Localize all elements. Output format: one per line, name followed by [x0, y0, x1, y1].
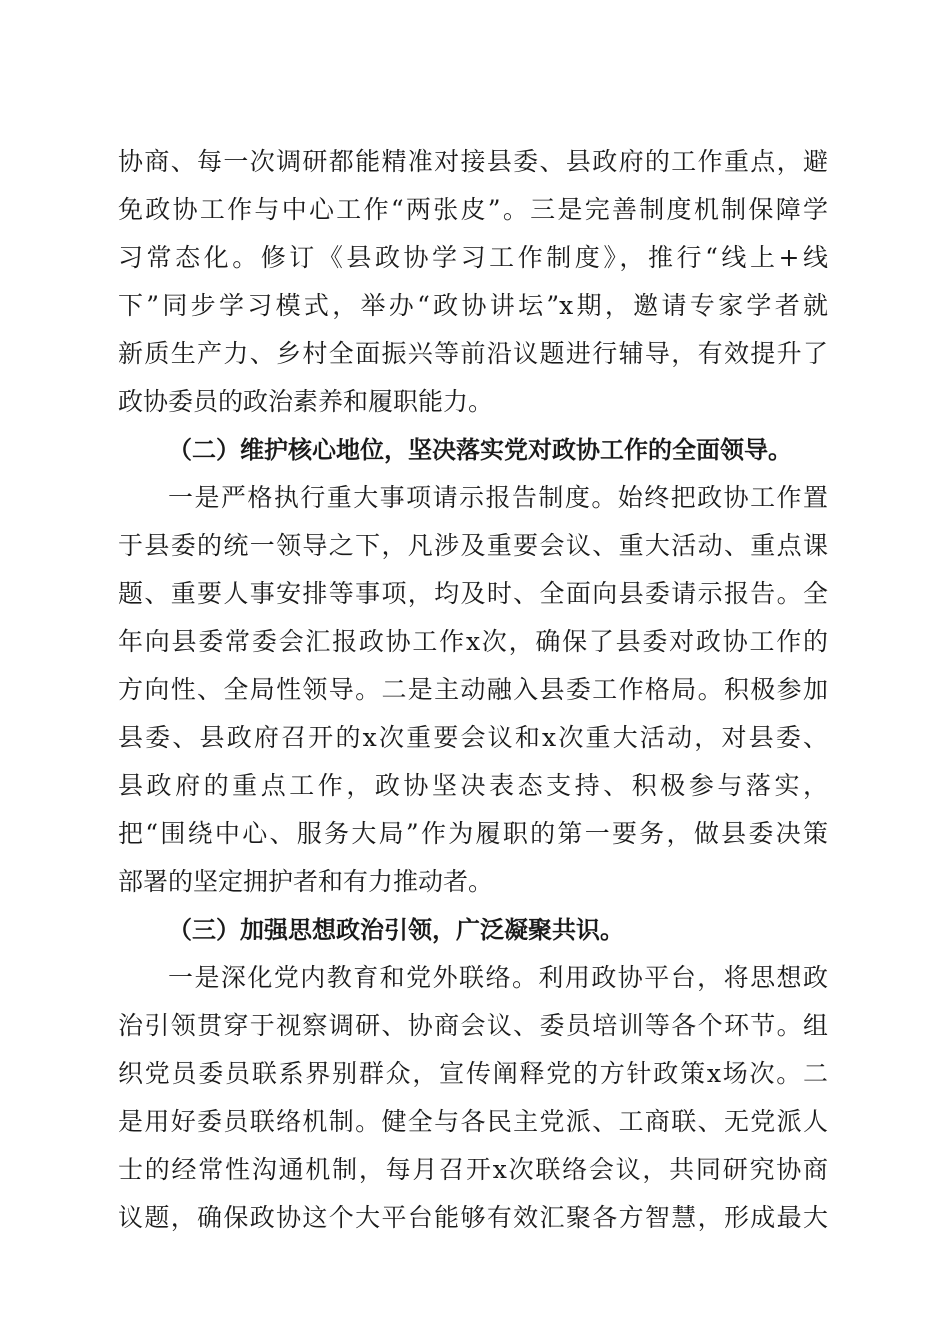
body-text-line: 把“围绕中心、服务大局”作为履职的第一要务，做县委决策: [118, 819, 828, 848]
body-text-line: 年向县委常委会汇报政协工作x次，确保了县委对政协工作的: [118, 627, 828, 656]
body-text-line: 免政协工作与中心工作“两张皮”。三是完善制度机制保障学: [118, 195, 828, 224]
body-text-line: 议题，确保政协这个大平台能够有效汇聚各方智慧，形成最大: [118, 1203, 828, 1232]
body-text-line: 题、重要人事安排等事项，均及时、全面向县委请示报告。全: [118, 579, 828, 608]
body-text-line: 部署的坚定拥护者和有力推动者。: [118, 867, 494, 896]
section-heading-2: （二）维护核心地位，坚决落实党对政协工作的全面领导。: [168, 436, 792, 464]
body-text-line: 下”同步学习模式，举办“政协讲坛”x期，邀请专家学者就: [118, 291, 828, 320]
body-text-line: 是用好委员联络机制。健全与各民主党派、工商联、无党派人: [118, 1107, 828, 1136]
body-text-line: 县委、县政府召开的x次重要会议和x次重大活动，对县委、: [118, 723, 828, 752]
body-text-line: 于县委的统一领导之下，凡涉及重要会议、重大活动、重点课: [118, 531, 828, 560]
body-text-line: 治引领贯穿于视察调研、协商会议、委员培训等各个环节。组: [118, 1011, 828, 1040]
body-text-line: 新质生产力、乡村全面振兴等前沿议题进行辅导，有效提升了: [118, 339, 828, 368]
body-text-line: 一是深化党内教育和党外联络。利用政协平台，将思想政: [168, 963, 828, 992]
body-text-line: 习常态化。修订《县政协学习工作制度》，推行“线上+线: [118, 243, 828, 272]
body-text-line: 政协委员的政治素养和履职能力。: [118, 387, 494, 416]
body-text-line: 织党员委员联系界别群众，宣传阐释党的方针政策x场次。二: [118, 1059, 828, 1088]
body-text-line: 士的经常性沟通机制，每月召开x次联络会议，共同研究协商: [118, 1155, 828, 1184]
body-text-line: 一是严格执行重大事项请示报告制度。始终把政协工作置: [168, 483, 828, 512]
body-text-line: 协商、每一次调研都能精准对接县委、县政府的工作重点，避: [118, 147, 828, 176]
body-text-line: 县政府的重点工作，政协坚决表态支持、积极参与落实，: [118, 771, 828, 800]
body-text-line: 方向性、全局性领导。二是主动融入县委工作格局。积极参加: [118, 675, 828, 704]
section-heading-3: （三）加强思想政治引领，广泛凝聚共识。: [168, 916, 624, 944]
